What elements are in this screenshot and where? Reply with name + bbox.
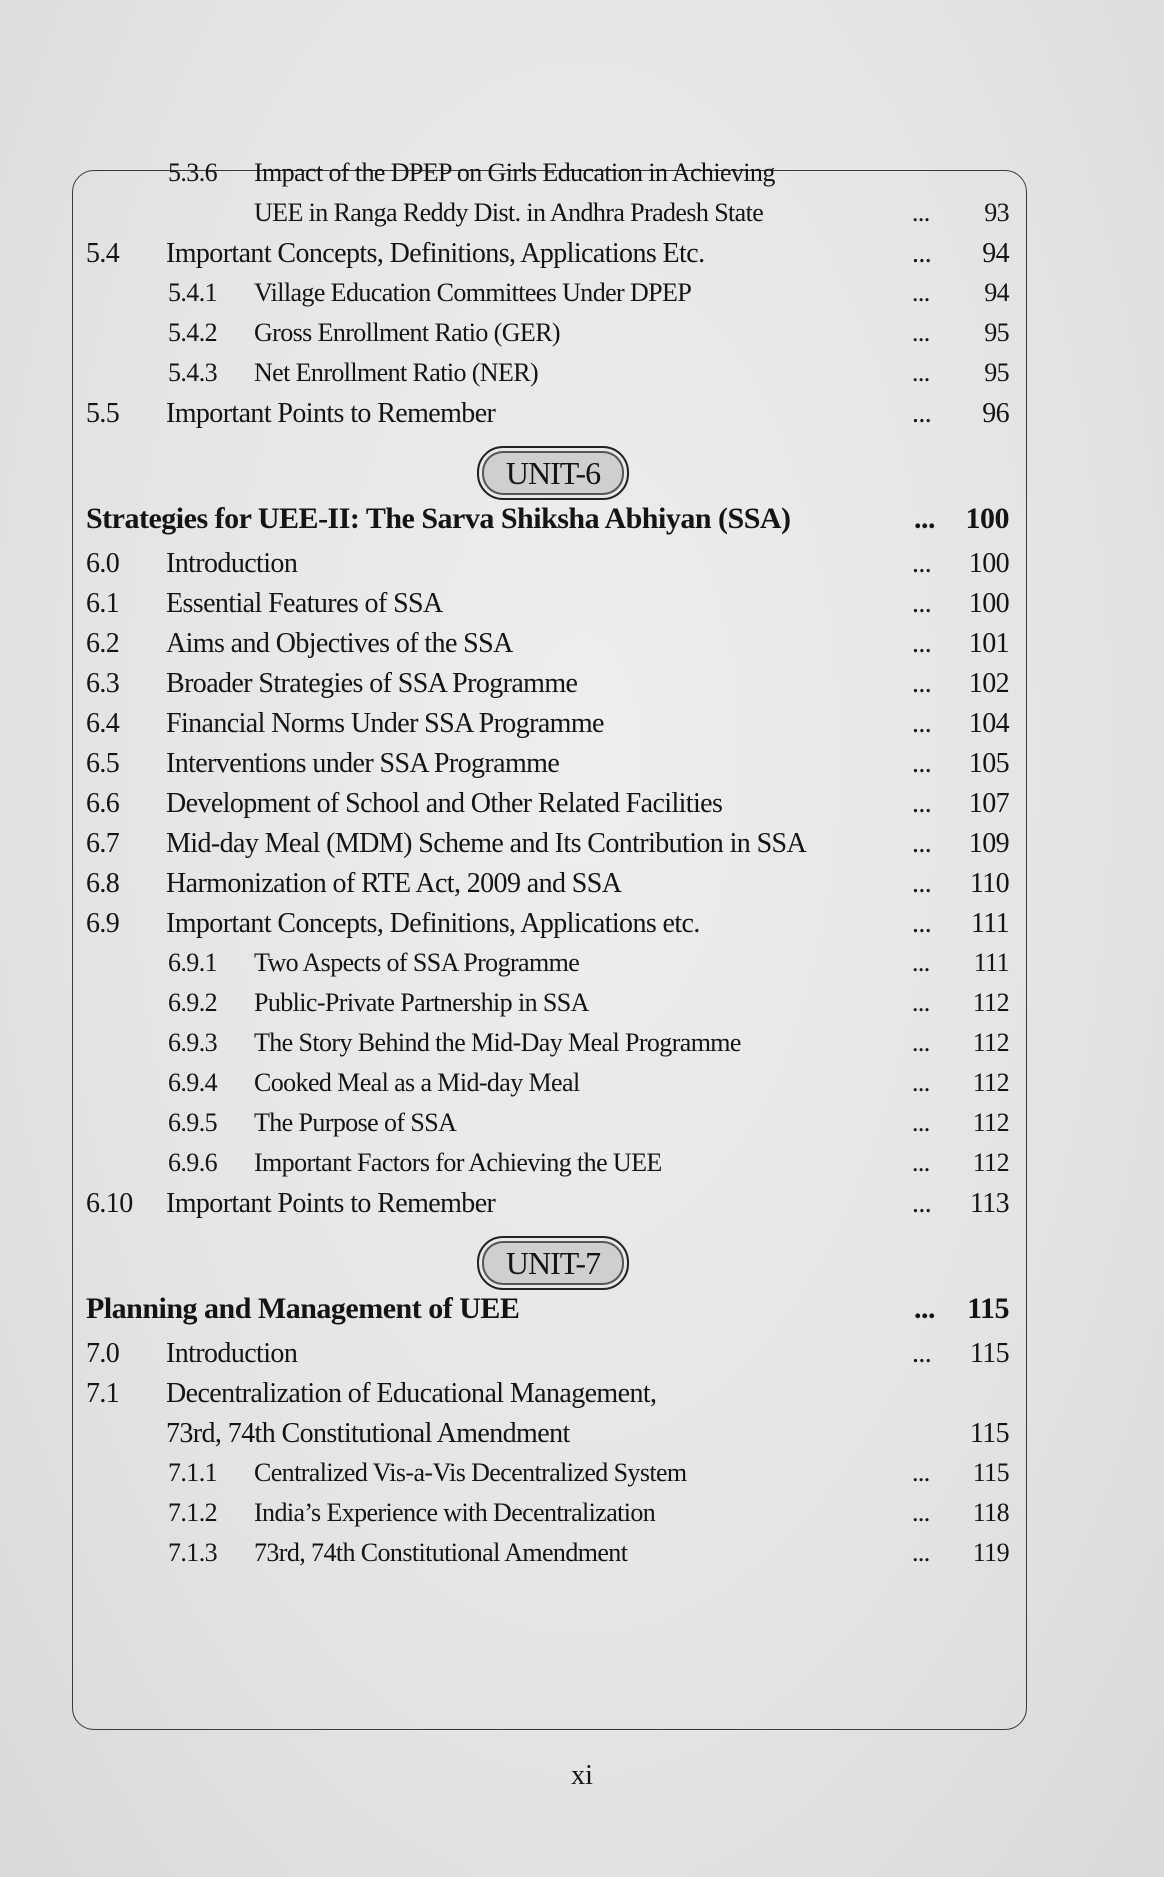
- entry-title: Development of School and Other Related Facilities: [166, 788, 723, 819]
- entry-number: 5.4.3: [168, 358, 218, 387]
- entry-number: 6.4: [86, 708, 120, 739]
- entry-leader: ...: [912, 238, 932, 269]
- entry-title: The Purpose of SSA: [254, 1108, 457, 1137]
- entry-number: 6.6: [86, 788, 120, 819]
- entry-page: 112: [972, 1028, 1009, 1057]
- toc-entry[interactable]: [72, 158, 1027, 198]
- entry-leader: ...: [912, 278, 930, 307]
- entry-title: Net Enrollment Ratio (NER): [254, 358, 539, 387]
- entry-title: Broader Strategies of SSA Programme: [166, 668, 578, 699]
- entry-page: 95: [984, 318, 1009, 347]
- entry-title: Gross Enrollment Ratio (GER): [254, 318, 560, 347]
- entry-number: 5.4: [86, 238, 120, 269]
- entry-page: 112: [972, 988, 1009, 1017]
- entry-number: 6.9.4: [168, 1068, 218, 1097]
- entry-number: 6.1: [86, 588, 120, 619]
- entry-page: 119: [972, 1538, 1009, 1567]
- entry-leader: ...: [912, 198, 930, 227]
- entry-title: Mid-day Meal (MDM) Scheme and Its Contribution in SSA: [166, 828, 807, 859]
- entry-number: 6.2: [86, 628, 120, 659]
- entry-page: 100: [968, 548, 1009, 579]
- pre-entries: [72, 158, 1027, 438]
- entry-leader: ...: [912, 708, 932, 739]
- entry-title: Important Points to Remember: [166, 1188, 496, 1219]
- entry-page: 115: [972, 1458, 1009, 1487]
- entry-title: Important Points to Remember: [166, 398, 496, 429]
- entry-page: 93: [984, 198, 1009, 227]
- toc-entry[interactable]: [72, 1068, 1027, 1108]
- toc-entry[interactable]: [72, 398, 1027, 438]
- unit-7-heading-page: 115: [967, 1292, 1009, 1325]
- entry-leader: ...: [912, 748, 932, 779]
- entry-leader: ...: [912, 1068, 930, 1097]
- entry-page: 112: [972, 1148, 1009, 1177]
- toc-entry[interactable]: [72, 278, 1027, 318]
- entry-leader: ...: [912, 1458, 930, 1487]
- entry-leader: ...: [912, 1498, 930, 1527]
- entry-page: 96: [982, 398, 1009, 429]
- toc-entry[interactable]: [72, 1458, 1027, 1498]
- entry-page: 115: [969, 1418, 1009, 1449]
- entry-title: Essential Features of SSA: [166, 588, 443, 619]
- table-of-contents: [72, 158, 1027, 1578]
- entry-title: Important Concepts, Definitions, Applications Etc.: [166, 238, 705, 269]
- entry-leader: ...: [912, 948, 930, 977]
- entry-number: 6.9.5: [168, 1108, 218, 1137]
- entry-leader: ...: [912, 1148, 930, 1177]
- entry-page: 113: [969, 1188, 1009, 1219]
- entry-leader: ...: [912, 548, 932, 579]
- unit-6-heading-title: Strategies for UEE-II: The Sarva Shiksha Abhiyan (SSA): [86, 502, 791, 535]
- toc-entry[interactable]: [72, 1498, 1027, 1538]
- entry-number: 6.9: [86, 908, 120, 939]
- entry-title: Important Concepts, Definitions, Applications etc.: [166, 908, 700, 939]
- entry-leader: ...: [912, 1028, 930, 1057]
- page-number: xi: [571, 1760, 593, 1791]
- entry-number: 7.1.3: [168, 1538, 218, 1567]
- entry-page: 94: [984, 278, 1009, 307]
- toc-entry[interactable]: [72, 708, 1027, 748]
- entry-leader: ...: [912, 908, 932, 939]
- entry-page: 112: [972, 1108, 1009, 1137]
- toc-entry[interactable]: [72, 588, 1027, 628]
- entry-page: 115: [969, 1338, 1009, 1369]
- unit-7-badge-row: [72, 1228, 1027, 1292]
- toc-entry[interactable]: [72, 908, 1027, 948]
- entry-number: 7.0: [86, 1338, 120, 1369]
- entry-title: Decentralization of Educational Management,: [166, 1378, 657, 1409]
- toc-entry[interactable]: [72, 988, 1027, 1028]
- entry-title: Two Aspects of SSA Programme: [254, 948, 580, 977]
- entry-number: 6.9.6: [168, 1148, 218, 1177]
- entry-leader: ...: [912, 668, 932, 699]
- entry-leader: ...: [912, 588, 932, 619]
- entry-leader: ...: [912, 868, 932, 899]
- unit-6-badge-row: [72, 438, 1027, 502]
- toc-entry[interactable]: [72, 238, 1027, 278]
- toc-entry[interactable]: [72, 868, 1027, 908]
- entry-leader: ...: [912, 358, 930, 387]
- entry-page: 111: [973, 948, 1009, 977]
- toc-entry[interactable]: [72, 828, 1027, 868]
- toc-entry[interactable]: [72, 358, 1027, 398]
- unit-6-heading-page: 100: [965, 502, 1009, 535]
- entry-title: India’s Experience with Decentralization: [254, 1498, 656, 1527]
- unit-6-heading-dots: ...: [914, 502, 935, 535]
- entry-page: 104: [968, 708, 1009, 739]
- unit-7-heading-title: Planning and Management of UEE: [86, 1292, 520, 1325]
- entry-leader: ...: [912, 988, 930, 1017]
- entry-title: Financial Norms Under SSA Programme: [166, 708, 604, 739]
- entry-number: 7.1: [86, 1378, 120, 1409]
- entry-page: 101: [968, 628, 1009, 659]
- entry-leader: ...: [912, 1108, 930, 1137]
- unit-7-heading[interactable]: [72, 1292, 1027, 1338]
- toc-entry[interactable]: [72, 1148, 1027, 1188]
- entry-number: 7.1.2: [168, 1498, 218, 1527]
- entry-page: 107: [968, 788, 1009, 819]
- toc-entry[interactable]: [72, 628, 1027, 668]
- toc-entry[interactable]: [72, 748, 1027, 788]
- toc-entry[interactable]: [72, 1108, 1027, 1148]
- entry-leader: ...: [912, 1538, 930, 1567]
- toc-entry[interactable]: [72, 1188, 1027, 1228]
- entry-page: 100: [968, 588, 1009, 619]
- toc-entry[interactable]: [72, 198, 1027, 238]
- entry-page: 118: [972, 1498, 1009, 1527]
- toc-entry[interactable]: [72, 668, 1027, 708]
- entry-number: 6.8: [86, 868, 120, 899]
- toc-entry[interactable]: [72, 1418, 1027, 1458]
- entry-title: Impact of the DPEP on Girls Education in Achieving: [254, 158, 775, 187]
- entry-number: 5.3.6: [168, 158, 218, 187]
- entry-leader: ...: [912, 1338, 932, 1369]
- entry-leader: ...: [912, 398, 932, 429]
- entry-number: 5.5: [86, 398, 120, 429]
- entry-title: Interventions under SSA Programme: [166, 748, 560, 779]
- entry-title: Harmonization of RTE Act, 2009 and SSA: [166, 868, 622, 899]
- unit-6-heading[interactable]: [72, 502, 1027, 548]
- entry-page: 111: [970, 908, 1009, 939]
- entry-title: Cooked Meal as a Mid-day Meal: [254, 1068, 580, 1097]
- entry-number: 7.1.1: [168, 1458, 218, 1487]
- entry-leader: ...: [912, 1188, 932, 1219]
- entry-page: 95: [984, 358, 1009, 387]
- entry-leader: ...: [912, 628, 932, 659]
- entry-number: 5.4.1: [168, 278, 218, 307]
- toc-entry[interactable]: [72, 1538, 1027, 1578]
- entry-number: 6.9.1: [168, 948, 218, 977]
- entry-number: 6.10: [86, 1188, 133, 1219]
- unit-7-badge: UNIT-7: [477, 1236, 629, 1290]
- entry-leader: ...: [912, 828, 932, 859]
- entry-title: Centralized Vis-a-Vis Decentralized System: [254, 1458, 687, 1487]
- toc-entry[interactable]: [72, 548, 1027, 588]
- entry-number: 6.3: [86, 668, 120, 699]
- entry-title: UEE in Ranga Reddy Dist. in Andhra Pradesh State: [254, 198, 764, 227]
- unit-7-entries: [72, 1338, 1027, 1578]
- toc-entry[interactable]: [72, 788, 1027, 828]
- entry-title: 73rd, 74th Constitutional Amendment: [166, 1418, 570, 1449]
- unit-6-badge: UNIT-6: [477, 446, 629, 500]
- entry-title: Introduction: [166, 1338, 298, 1369]
- entry-page: 112: [972, 1068, 1009, 1097]
- entry-title: Aims and Objectives of the SSA: [166, 628, 513, 659]
- entry-number: 6.9.3: [168, 1028, 218, 1057]
- entry-number: 6.5: [86, 748, 120, 779]
- entry-title: Village Education Committees Under DPEP: [254, 278, 692, 307]
- toc-entry[interactable]: [72, 1028, 1027, 1068]
- entry-number: 6.0: [86, 548, 120, 579]
- toc-entry[interactable]: [72, 318, 1027, 358]
- entry-page: 102: [968, 668, 1009, 699]
- entry-page: 109: [968, 828, 1009, 859]
- entry-title: Public-Private Partnership in SSA: [254, 988, 589, 1017]
- entry-title: The Story Behind the Mid-Day Meal Programme: [254, 1028, 741, 1057]
- entry-number: 5.4.2: [168, 318, 218, 347]
- toc-entry[interactable]: [72, 1378, 1027, 1418]
- entry-leader: ...: [912, 788, 932, 819]
- entry-number: 6.9.2: [168, 988, 218, 1017]
- entry-number: 6.7: [86, 828, 120, 859]
- entry-page: 94: [982, 238, 1009, 269]
- unit-7-heading-dots: ...: [914, 1292, 935, 1325]
- entry-leader: ...: [912, 318, 930, 347]
- entry-title: Introduction: [166, 548, 298, 579]
- entry-page: 105: [968, 748, 1009, 779]
- toc-entry[interactable]: [72, 1338, 1027, 1378]
- entry-page: 110: [969, 868, 1009, 899]
- toc-entry[interactable]: [72, 948, 1027, 988]
- entry-title: 73rd, 74th Constitutional Amendment: [254, 1538, 628, 1567]
- entry-title: Important Factors for Achieving the UEE: [254, 1148, 662, 1177]
- unit-6-entries: [72, 548, 1027, 1228]
